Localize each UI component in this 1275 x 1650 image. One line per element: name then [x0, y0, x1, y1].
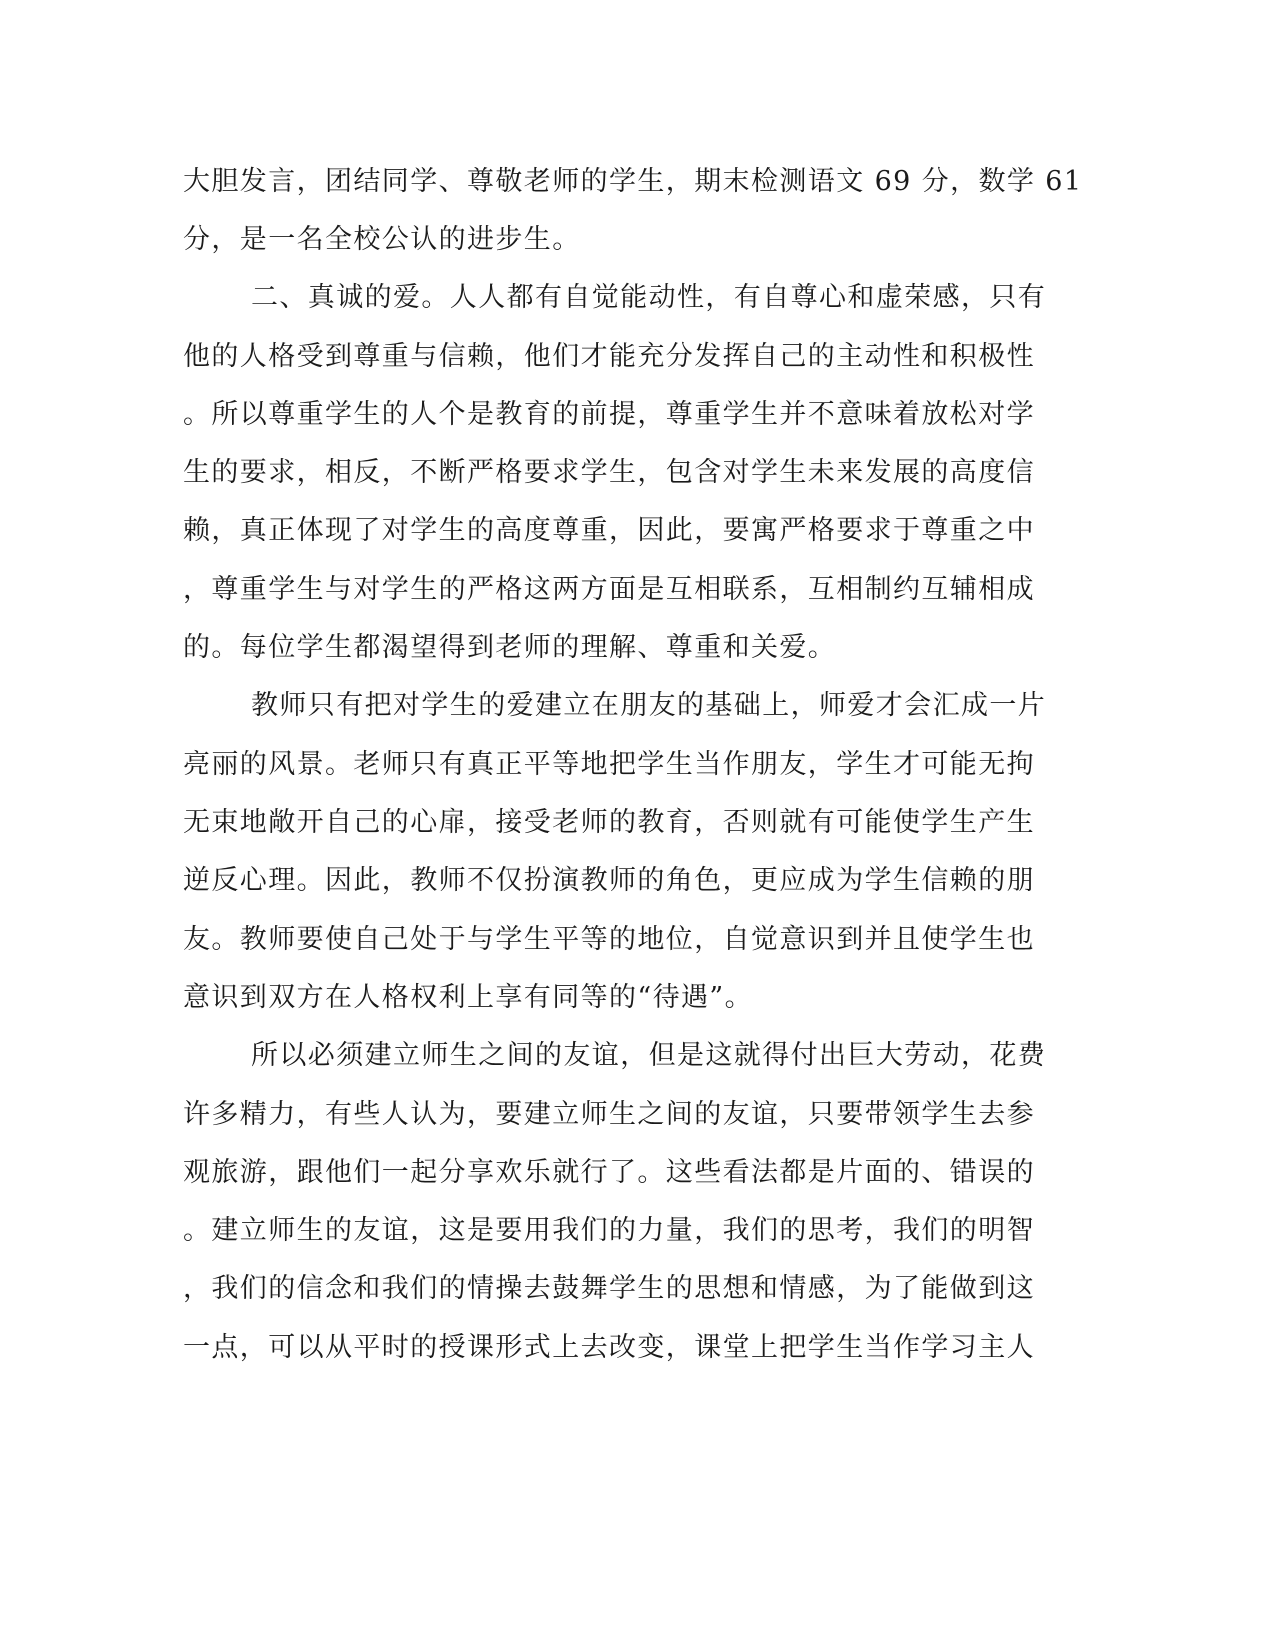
text-line: 逆反心理。因此，教师不仅扮演教师的角色，更应成为学生信赖的朋 — [183, 865, 1035, 896]
paragraph-start-line: 所以必须建立师生之间的友谊，但是这就得付出巨大劳动，花费 — [251, 1040, 1047, 1071]
text-line: 生的要求，相反，不断严格要求学生，包含对学生未来发展的高度信 — [183, 457, 1035, 488]
paragraph-start-line: 二、真诚的爱。人人都有自觉能动性，有自尊心和虚荣感，只有 — [251, 282, 1047, 313]
text-line: 。所以尊重学生的人个是教育的前提，尊重学生并不意味着放松对学 — [183, 399, 1035, 430]
text-line: 友。教师要使自己处于与学生平等的地位，自觉意识到并且使学生也 — [183, 924, 1035, 955]
text-line: 他的人格受到尊重与信赖，他们才能充分发挥自己的主动性和积极性 — [183, 341, 1035, 372]
text-line: ，我们的信念和我们的情操去鼓舞学生的思想和情感，为了能做到这 — [183, 1273, 1035, 1304]
text-line: 亮丽的风景。老师只有真正平等地把学生当作朋友，学生才可能无拘 — [183, 749, 1035, 780]
text-line: ，尊重学生与对学生的严格这两方面是互相联系，互相制约互辅相成 — [183, 574, 1035, 605]
text-line: 观旅游，跟他们一起分享欢乐就行了。这些看法都是片面的、错误的 — [183, 1157, 1035, 1188]
text-line: 许多精力，有些人认为，要建立师生之间的友谊，只要带领学生去参 — [183, 1099, 1035, 1130]
text-line: 分，是一名全校公认的进步生。 — [183, 224, 581, 255]
text-line: 意识到双方在人格权利上享有同等的“待遇”。 — [183, 982, 754, 1013]
text-line: 无束地敞开自己的心扉，接受老师的教育，否则就有可能使学生产生 — [183, 807, 1035, 838]
text-line: 大胆发言，团结同学、尊敬老师的学生，期末检测语文 69 分，数学 61 — [183, 166, 1083, 197]
text-line: 。建立师生的友谊，这是要用我们的力量，我们的思考，我们的明智 — [183, 1215, 1035, 1246]
text-line: 一点，可以从平时的授课形式上去改变，课堂上把学生当作学习主人 — [183, 1332, 1035, 1363]
paragraph-start-line: 教师只有把对学生的爱建立在朋友的基础上，师爱才会汇成一片 — [251, 690, 1047, 721]
text-line: 赖，真正体现了对学生的高度尊重，因此，要寓严格要求于尊重之中 — [183, 515, 1035, 546]
text-line: 的。每位学生都渴望得到老师的理解、尊重和关爱。 — [183, 632, 837, 663]
